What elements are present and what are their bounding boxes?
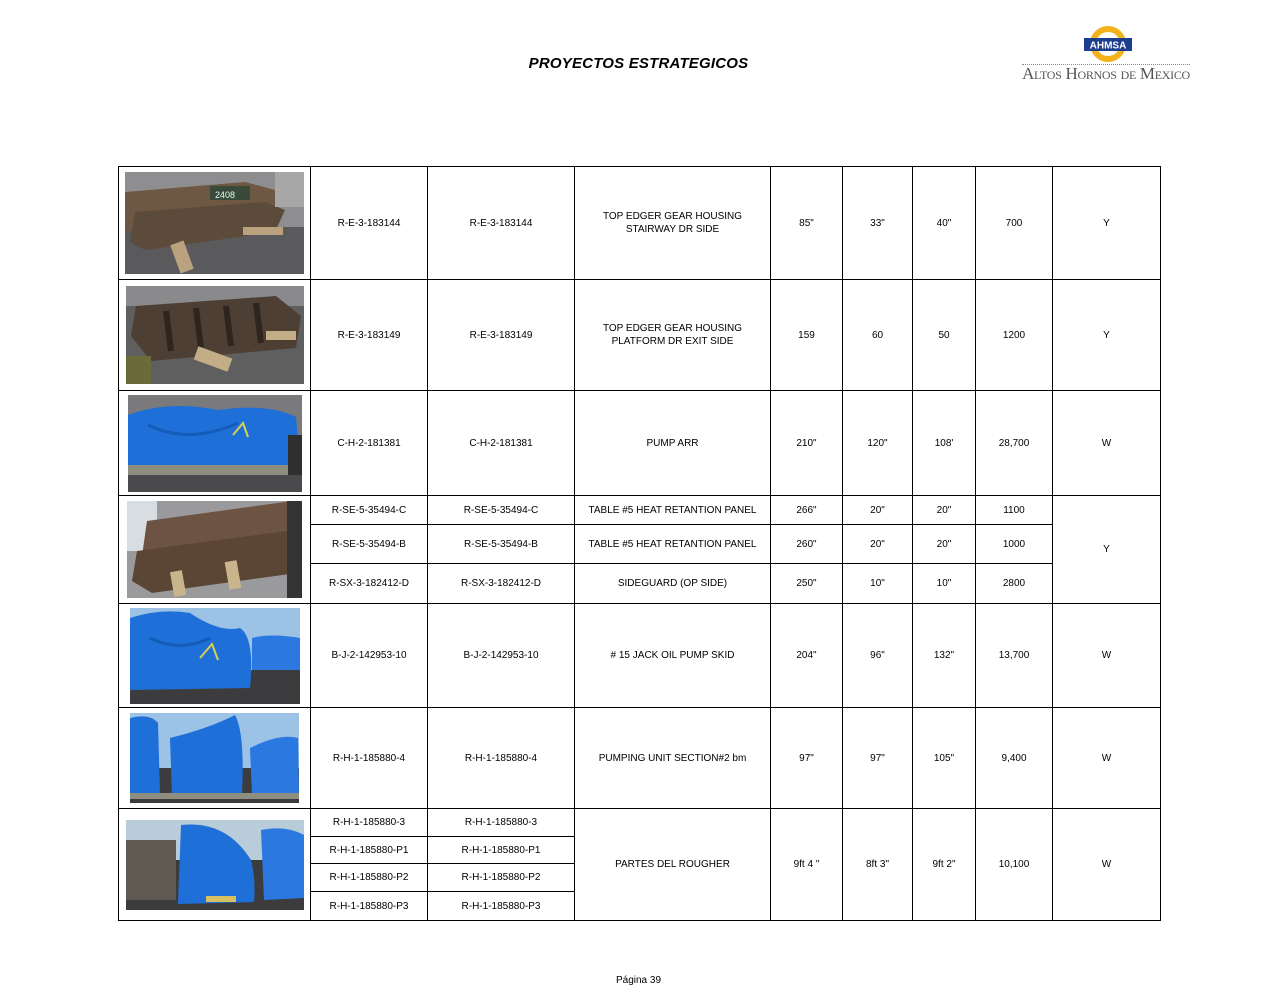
photo-cell xyxy=(119,809,311,921)
code-cell: R-E-3-183149 xyxy=(311,280,428,391)
table-row xyxy=(119,708,1161,809)
code-cell: R-E-3-183149 xyxy=(428,280,575,391)
height-cell: 50 xyxy=(913,280,976,391)
status-cell: Y xyxy=(1053,167,1161,280)
code-cell: R-SX-3-182412-D xyxy=(311,564,428,604)
width-cell: 120" xyxy=(843,391,913,496)
photo-cell xyxy=(119,496,311,604)
status-cell: W xyxy=(1053,604,1161,708)
table-row xyxy=(119,604,1161,708)
code-cell: C-H-2-181381 xyxy=(428,391,575,496)
length-cell: 210" xyxy=(771,391,843,496)
description-cell: SIDEGUARD (OP SIDE) xyxy=(575,564,771,604)
description-cell: # 15 JACK OIL PUMP SKID xyxy=(575,604,771,708)
width-cell: 60 xyxy=(843,280,913,391)
page-number: Página 39 xyxy=(615,975,662,986)
code-cell: R-SE-5-35494-B xyxy=(428,525,575,564)
code-cell: B-J-2-142953-10 xyxy=(428,604,575,708)
logo-company-name: Altos Hornos de Mexico xyxy=(1022,64,1190,83)
description-cell: TABLE #5 HEAT RETANTION PANEL xyxy=(575,525,771,564)
ahmsa-ring-icon xyxy=(1020,24,1192,64)
code-cell: R-H-1-185880-3 xyxy=(311,809,428,837)
svg-text:AHMSA: AHMSA xyxy=(1089,40,1127,52)
code-cell: R-H-1-185880-P3 xyxy=(428,892,575,921)
table-row xyxy=(119,391,1161,496)
code-cell: R-E-3-183144 xyxy=(428,167,575,280)
weight-cell: 28,700 xyxy=(976,391,1053,496)
status-cell: W xyxy=(1053,708,1161,809)
length-cell: 85" xyxy=(771,167,843,280)
svg-text:2408: 2408 xyxy=(215,190,236,200)
photo-cell xyxy=(119,708,311,809)
inventory-table xyxy=(118,166,1161,921)
weight-cell: 2800 xyxy=(976,564,1053,604)
blue-tarp-rougher-photo-icon xyxy=(126,820,304,910)
blue-tarp-crate-photo-icon xyxy=(128,395,302,492)
weight-cell: 700 xyxy=(976,167,1053,280)
length-cell: 266" xyxy=(771,496,843,525)
steel-frame-photo-icon xyxy=(126,286,304,384)
photo-cell xyxy=(119,391,311,496)
height-cell: 20" xyxy=(913,525,976,564)
width-cell: 8ft 3" xyxy=(843,809,913,921)
height-cell: 10" xyxy=(913,564,976,604)
length-cell: 9ft 4 " xyxy=(771,809,843,921)
status-cell: Y xyxy=(1053,496,1161,604)
status-cell: W xyxy=(1053,391,1161,496)
length-cell: 97" xyxy=(771,708,843,809)
code-cell: B-J-2-142953-10 xyxy=(311,604,428,708)
height-cell: 20" xyxy=(913,496,976,525)
code-cell: R-H-1-185880-P1 xyxy=(428,837,575,864)
photo-cell xyxy=(119,167,311,280)
status-cell: Y xyxy=(1053,280,1161,391)
code-cell: R-E-3-183144 xyxy=(311,167,428,280)
weight-cell: 10,100 xyxy=(976,809,1053,921)
length-cell: 159 xyxy=(771,280,843,391)
weight-cell: 13,700 xyxy=(976,604,1053,708)
code-cell: R-H-1-185880-P2 xyxy=(428,864,575,892)
weight-cell: 1100 xyxy=(976,496,1053,525)
company-logo xyxy=(1020,24,1192,90)
description-cell: PUMPING UNIT SECTION#2 bm xyxy=(575,708,771,809)
description-cell: TOP EDGER GEAR HOUSING STAIRWAY DR SIDE xyxy=(575,167,771,280)
code-cell: R-H-1-185880-4 xyxy=(311,708,428,809)
table-row xyxy=(119,167,1161,280)
description-cell: TOP EDGER GEAR HOUSING PLATFORM DR EXIT SIDE xyxy=(575,280,771,391)
photo-cell xyxy=(119,280,311,391)
code-cell: R-H-1-185880-3 xyxy=(428,809,575,837)
length-cell: 260" xyxy=(771,525,843,564)
description-cell: PUMP ARR xyxy=(575,391,771,496)
height-cell: 105" xyxy=(913,708,976,809)
width-cell: 10" xyxy=(843,564,913,604)
length-cell: 250" xyxy=(771,564,843,604)
steel-beams-photo-icon xyxy=(125,172,304,274)
weight-cell: 1000 xyxy=(976,525,1053,564)
code-cell: C-H-2-181381 xyxy=(311,391,428,496)
width-cell: 96" xyxy=(843,604,913,708)
photo-cell xyxy=(119,604,311,708)
table-row xyxy=(119,280,1161,391)
status-cell: W xyxy=(1053,809,1161,921)
blue-tarp-skid-photo-icon xyxy=(130,608,300,704)
code-cell: R-SE-5-35494-C xyxy=(428,496,575,525)
width-cell: 97" xyxy=(843,708,913,809)
code-cell: R-H-1-185880-P1 xyxy=(311,837,428,864)
width-cell: 20" xyxy=(843,525,913,564)
code-cell: R-H-1-185880-4 xyxy=(428,708,575,809)
height-cell: 40" xyxy=(913,167,976,280)
description-cell: PARTES DEL ROUGHER xyxy=(575,809,771,921)
page-title: PROYECTOS ESTRATEGICOS xyxy=(528,55,749,72)
length-cell: 204" xyxy=(771,604,843,708)
weight-cell: 9,400 xyxy=(976,708,1053,809)
height-cell: 9ft 2" xyxy=(913,809,976,921)
table-row xyxy=(119,496,1161,525)
width-cell: 33" xyxy=(843,167,913,280)
weight-cell: 1200 xyxy=(976,280,1053,391)
code-cell: R-H-1-185880-P3 xyxy=(311,892,428,921)
description-cell: TABLE #5 HEAT RETANTION PANEL xyxy=(575,496,771,525)
height-cell: 108' xyxy=(913,391,976,496)
code-cell: R-SE-5-35494-B xyxy=(311,525,428,564)
width-cell: 20" xyxy=(843,496,913,525)
table-row xyxy=(119,809,1161,837)
blue-tarp-units-photo-icon xyxy=(130,713,299,803)
code-cell: R-SX-3-182412-D xyxy=(428,564,575,604)
code-cell: R-H-1-185880-P2 xyxy=(311,864,428,892)
height-cell: 132" xyxy=(913,604,976,708)
code-cell: R-SE-5-35494-C xyxy=(311,496,428,525)
steel-panels-photo-icon xyxy=(127,501,302,598)
